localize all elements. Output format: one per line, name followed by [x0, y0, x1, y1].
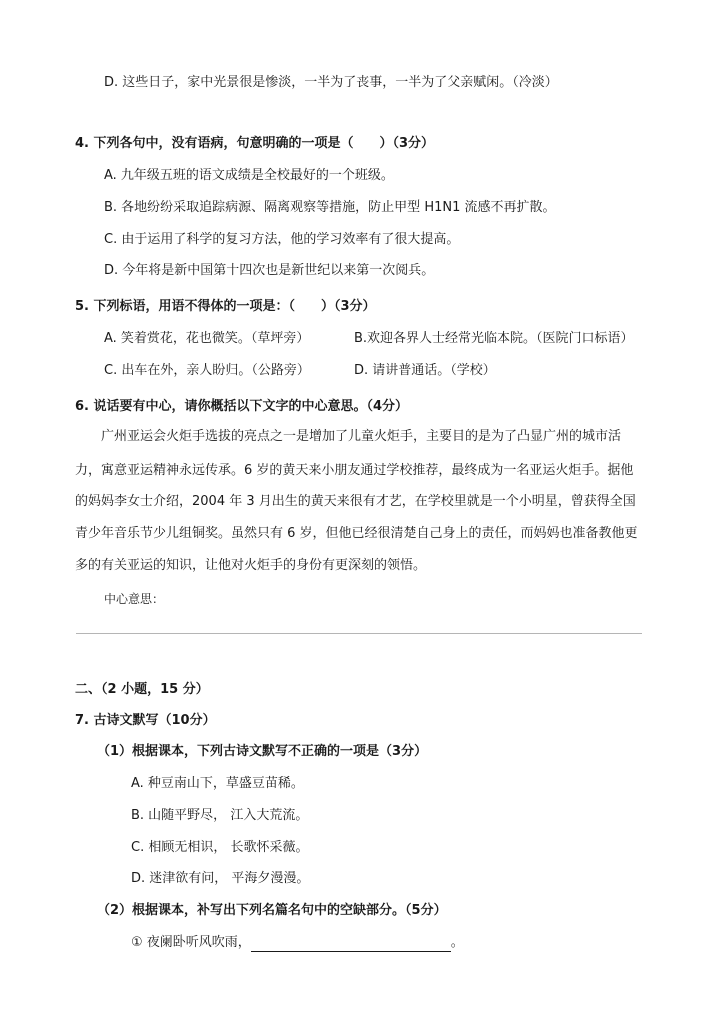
q4-option-b: B. 各地纷纷采取追踪病源、隔离观察等措施，防止甲型 H1N1 流感不再扩散。 [104, 200, 556, 215]
q7-sub1-option-c: C. 相顾无相识， 长歌怀采薇。 [131, 840, 309, 855]
q6-answer-label: 中心意思： [104, 592, 165, 606]
q7-sub2-stem: （2）根据课本，补写出下列名篇名句中的空缺部分。（5分） [97, 903, 447, 918]
q7-sub1-option-d: D. 迷津欲有问， 平海夕漫漫。 [131, 871, 310, 886]
q4-option-c: C. 由于运用了科学的复习方法，他的学习效率有了很大提高。 [104, 232, 460, 247]
q7-sub2-item1-suffix: 。 [450, 935, 464, 950]
answer-line [76, 633, 642, 634]
q5-option-b: B.欢迎各界人士经常光临本院。（医院门口标语） [354, 331, 634, 346]
q5-option-c: C. 出车在外，亲人盼归。（公路旁） [104, 363, 310, 378]
q6-passage-line: 广州亚运会火炬手选拔的亮点之一是增加了儿童火炬手，主要目的是为了凸显广州的城市活 [101, 429, 622, 444]
q7-sub1-option-b: B. 山随平野尽， 江入大荒流。 [131, 808, 309, 823]
q5-option-d: D. 请讲普通话。（学校） [354, 363, 496, 378]
q4-stem: 4. 下列各句中，没有语病，句意明确的一项是（ ）（3分） [75, 136, 435, 151]
q5-stem: 5. 下列标语，用语不得体的一项是：（ ）（3分） [75, 299, 376, 314]
q3-option-d: D. 这些日子，家中光景很是惨淡，一半为了丧事，一半为了父亲赋闲。（冷淡） [104, 75, 558, 90]
q6-passage-line: 力，寓意亚运精神永远传承。6 岁的黄天来小朋友通过学校推荐，最终成为一名亚运火炬手。据他 [75, 463, 634, 478]
q6-stem: 6. 说话要有中心，请你概括以下文字的中心意思。（4分） [75, 399, 409, 414]
q6-passage-line: 青少年音乐节少儿组铜奖。虽然只有 6 岁，但他已经很清楚自己身上的责任，而妈妈也准备教他更 [75, 526, 638, 541]
q6-passage-line: 的妈妈李女士介绍，2004 年 3 月出生的黄天来很有才艺，在学校里就是一个小明星，曾获得全国 [75, 494, 636, 509]
q7-sub1-stem: （1）根据课本，下列古诗文默写不正确的一项是（3分） [97, 744, 428, 759]
fill-in-blank[interactable] [251, 937, 451, 952]
section2-heading: 二、（2 小题，15 分） [75, 682, 209, 697]
q6-passage-line: 多的有关亚运的知识，让他对火炬手的身份有更深刻的领悟。 [75, 558, 427, 573]
q7-sub1-option-a: A. 种豆南山下，草盛豆苗稀。 [131, 776, 304, 791]
q7-sub2-item1 [131, 934, 464, 952]
q7-stem: 7. 古诗文默写（10分） [75, 713, 216, 728]
q7-sub2-item1-prefix: ① 夜阑卧听风吹雨， [131, 935, 251, 950]
q5-option-a: A. 笑着赏花，花也微笑。（草坪旁） [104, 331, 310, 346]
q4-option-a: A. 九年级五班的语文成绩是全校最好的一个班级。 [104, 168, 394, 183]
q4-option-d: D. 今年将是新中国第十四次也是新世纪以来第一次阅兵。 [104, 263, 435, 278]
